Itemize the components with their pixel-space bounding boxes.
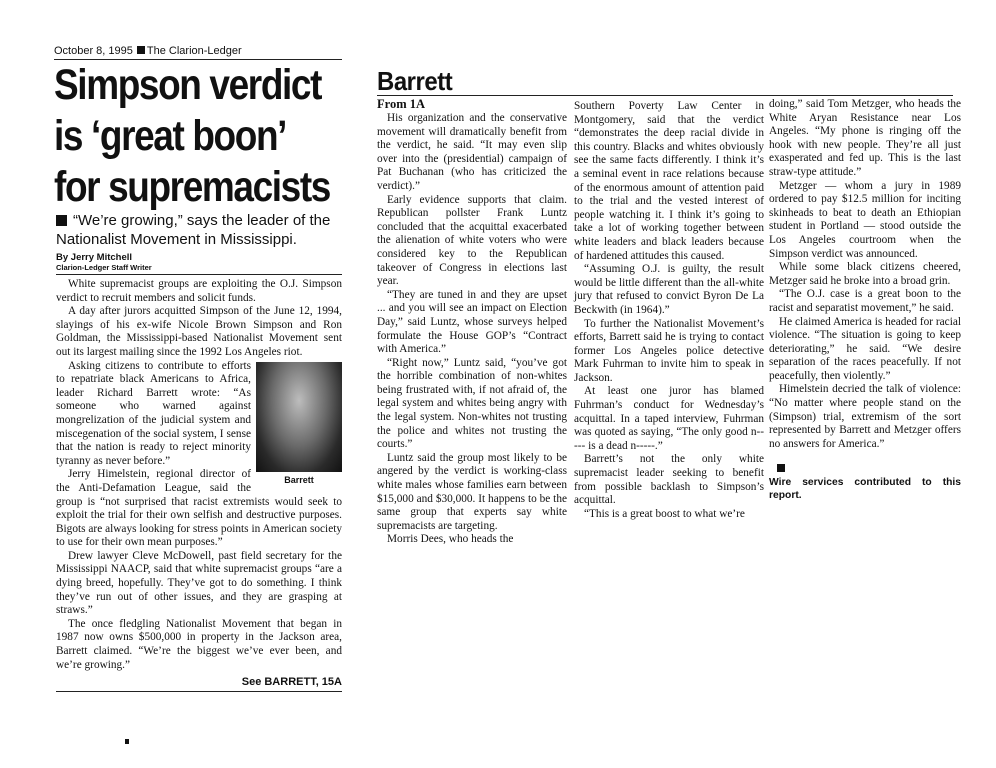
byline: By Jerry Mitchell	[56, 252, 133, 263]
scan-mark-icon	[125, 739, 129, 744]
paragraph: A day after jurors acquitted Simpson of the June 12, 1994, slayings of his ex-wife Nicole Brown Simpson and Ron Goldman, the Mississippi-based Nationalist Movement sent out its largest mailing since the 1992 Los Angeles riot.	[56, 305, 342, 358]
paragraph: Early evidence supports that claim. Republican pollster Frank Luntz concluded that the acquittal exacerbated the alienation of white voters who were considered key to the Republican takeover of Congress in elections last year.	[377, 193, 567, 288]
dateline	[54, 45, 342, 60]
deck-text: “We’re growing,” says the leader of the Nationalist Movement in Mississippi.	[56, 212, 331, 248]
paragraph: doing,” said Tom Metzger, who heads the White Aryan Resistance near Los Angeles. “My phone is ringing off the hook with new people. They’re all just exasperated and fed up. This is the last straw-type attitude.”	[769, 98, 961, 178]
story-body	[56, 278, 342, 672]
paragraph: The once fledgling Nationalist Movement that began in 1987 now owns $500,000 in property in the Jackson area, Barrett claimed. “We’re the biggest we’ve ever been, and we’re growing.”	[56, 617, 342, 671]
paragraph: Metzger — whom a jury in 1989 ordered to pay $12.5 million for inciting skinheads to beat to death an Ethiopian student in Portland — stood outside the Los Angeles courtroom when the Simpson verdict was announced.	[769, 179, 961, 260]
paragraph: He claimed America is headed for racial violence. “The situation is going to keep deteriorating,” he said. “We desire separation of the races peacefully. If not peacefully, then violently.”	[769, 315, 961, 382]
paragraph: Southern Poverty Law Center in Montgomery, said that the verdict “demonstrates the deep racial divide in this country. Blacks and whites obviously see the same facts differently. I think it’s a seminal event in race relations because of the enormous amount of attention paid to the trial and the vested interest of people watching it. I think it’s going to take a lot of working together between white leaders and black leaders because of hardened attitudes this caused.	[574, 100, 764, 262]
headline-line-1: Simpson verdict	[54, 61, 322, 109]
headline	[54, 60, 330, 213]
paragraph: “They are tuned in and they are upset ... and you will see an impact on Election Day,” said Luntz, whose surveys helped formulate the House GOP’s “Contract with America.”	[377, 288, 567, 356]
jump-line: See BARRETT, 15A	[241, 676, 342, 688]
paragraph: Jerry Himelstein, regional director of the Anti-Defamation League, said the group is “not surprised that racist extremists would seek to exploit the trial for their own selfish and destructive purposes. Bigots are always looking for stress points in American society to use for their own mean purposes.”	[56, 468, 342, 549]
paragraph: To further the Nationalist Movement’s efforts, Barrett said he is trying to contact former Los Angeles police detective Mark Fuhrman to invite him to speak in Jackson.	[574, 317, 764, 384]
dateline-date: October 8, 1995	[54, 45, 133, 57]
paragraph: His organization and the conservative movement will dramatically benefit from the verdict, he said. “It may even slip over into the (presidential) campaign of Pat Buchanan (who has criticized the verdict).”	[377, 112, 567, 192]
column-2	[574, 100, 764, 521]
paragraph: Morris Dees, who heads the	[387, 533, 514, 546]
story-headline: Barrett	[377, 66, 453, 96]
paragraph: White supremacist groups are exploiting the O.J. Simpson verdict to recruit members and solicit funds.	[56, 278, 342, 304]
paragraph: “The O.J. case is a great boon to the racist and separatist movement,” he said.	[769, 288, 961, 314]
paragraph: While some black citizens cheered, Metzger said he broke into a broad grin.	[769, 261, 961, 287]
square-bullet-icon	[137, 46, 145, 54]
paragraph: Luntz said the group most likely to be angered by the verdict is working-class white males whose families earn between $15,000 and $30,000. It happens to be the same group that experts say white supremacists are targeting.	[377, 451, 567, 532]
end-mark-icon	[777, 464, 785, 472]
paragraph: Himelstein decried the talk of violence: “No matter where people stand on the (Simpson) trial, extremism of the sort represented by Barrett and Metzger offers no answers for America.”	[769, 383, 961, 450]
paragraph: Asking citizens to contribute to efforts to repatriate black Americans to Africa, leader Richard Barrett wrote: “As someone who warned against mongrelization of the judicial system and miscegenation of the social system, I sense that the nation is ready to reject minority tyranny as never before.”	[56, 359, 251, 467]
paragraph: “This is a great boost to what we’re	[584, 507, 745, 520]
column-3	[769, 98, 961, 502]
paragraph: “Right now,” Luntz said, “you’ve got the horrible combination of non-whites being frustrated with, if not afraid of, the legal system and whites being angry with the legal system. Non-whites not trusting the police and whites not trusting the courts.”	[377, 356, 567, 451]
paragraph: Drew lawyer Cleve McDowell, past field secretary for the Mississippi NAACP, said that white supremacist groups “are a dying breed, hopefully. They’ve got to do something. I think they’ve run out of other issues, and they are grasping at straws.”	[56, 549, 342, 617]
divider	[377, 95, 953, 96]
paragraph: At least one juror has blamed Fuhrman’s conduct for Wednesday’s acquittal. In a taped interview, Fuhrman was quoted as saying, “The only good n----- is a dead n-----.”	[574, 385, 764, 452]
photo-caption: Barrett	[284, 474, 314, 485]
dateline-paper: The Clarion-Ledger	[146, 45, 242, 57]
paragraph: “Assuming O.J. is guilty, the result would be little different than the all-white jury that refused to convict Byron De La Beckwith (in 1964).”	[574, 263, 764, 316]
divider	[56, 691, 342, 692]
square-bullet-icon	[56, 215, 67, 226]
portrait-image	[256, 362, 342, 472]
headline-line-3: for supremacists	[54, 163, 330, 211]
credit-line	[769, 463, 961, 502]
credit-text: Wire services contributed to this report.	[769, 477, 961, 502]
staff-line: Clarion-Ledger Staff Writer	[56, 263, 342, 275]
jump-from: From 1A	[377, 97, 426, 111]
headline-line-2: is ‘great boon’	[54, 112, 287, 160]
paragraph: Barrett’s not the only white supremacist leader seeking to benefit from possible backlash to Simpson’s acquittal.	[574, 453, 764, 507]
column-1	[377, 112, 567, 547]
photo-barrett	[256, 362, 342, 486]
deck	[56, 211, 342, 249]
